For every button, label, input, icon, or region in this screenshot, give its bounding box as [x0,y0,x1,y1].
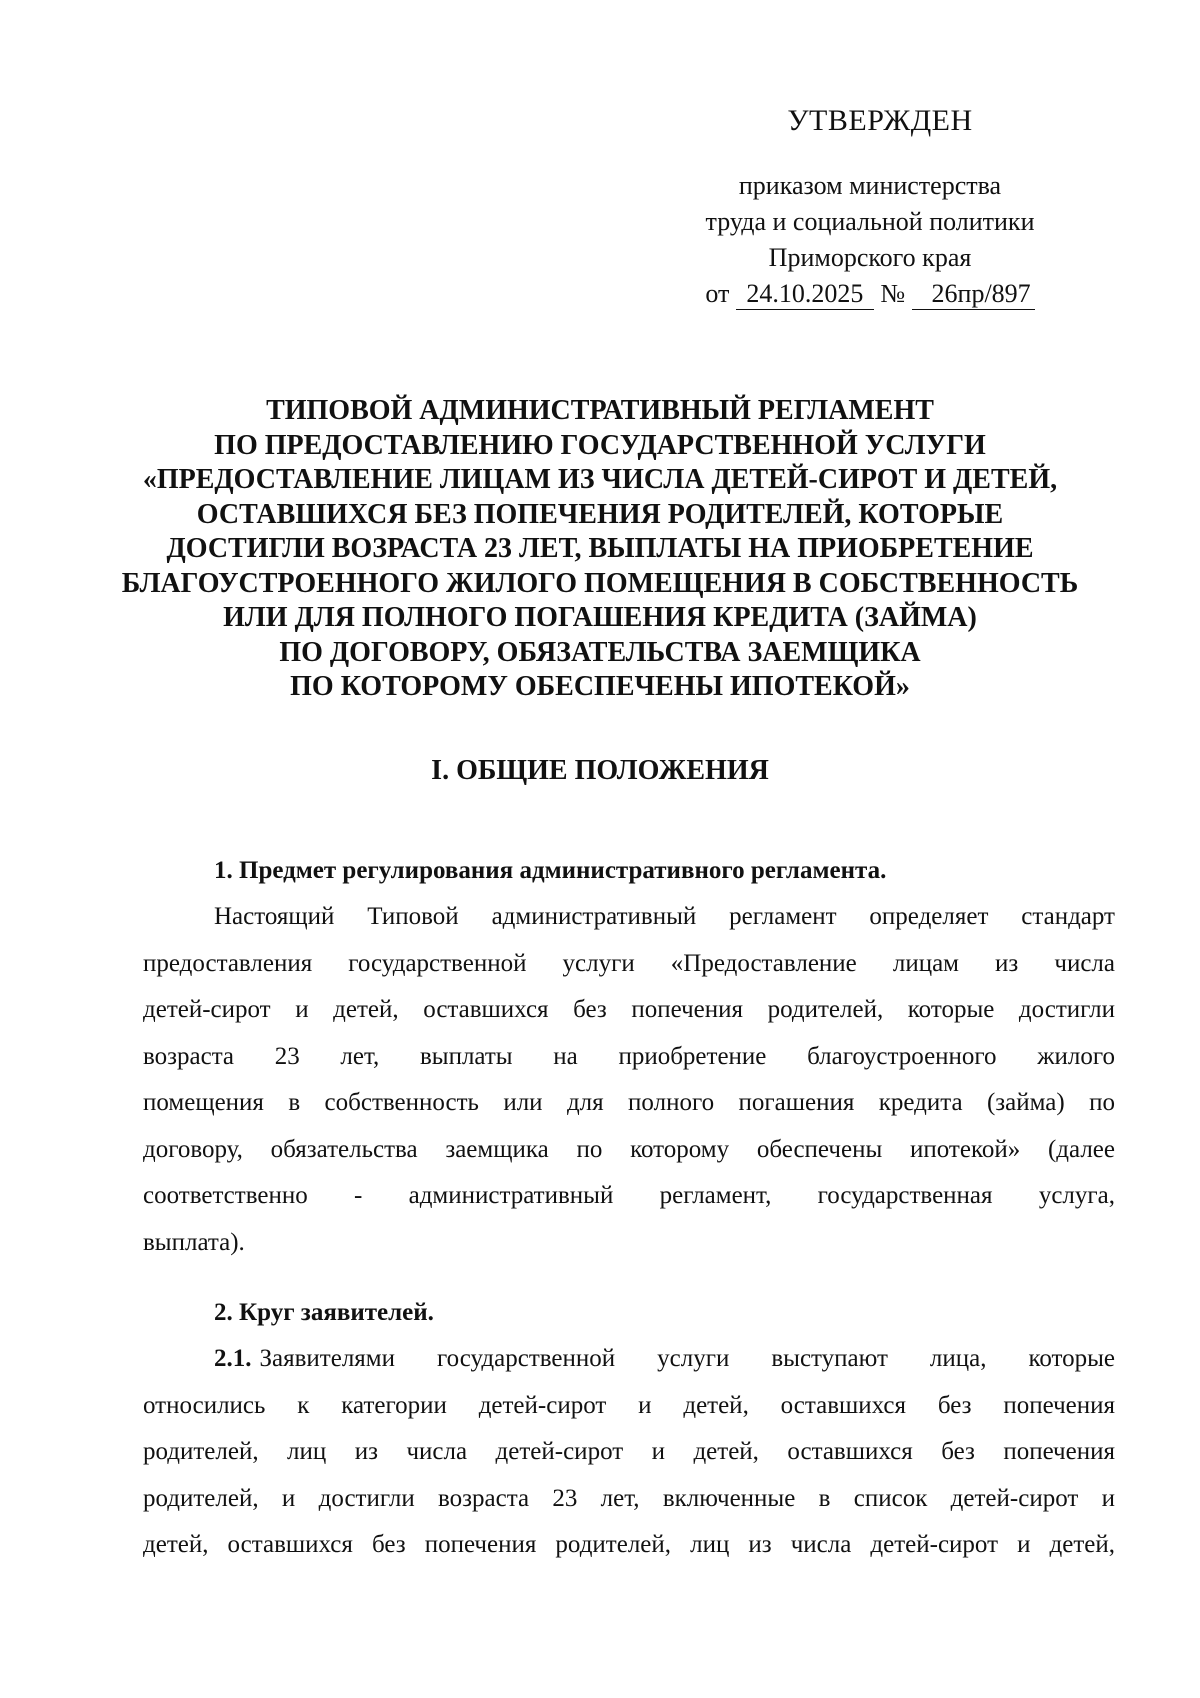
order-line-1: приказом министерства [738,171,1002,200]
paragraph-line: помещения в собственность или для полного погашения кредита (займа) по [143,1089,1115,1116]
paragraph-line: детей, оставшихся без попечения родителей, лиц из числа детей-сирот и детей, [143,1531,1115,1558]
paragraph-line: родителей, и достигли возраста 23 лет, включенные в список детей-сирот и [143,1484,1115,1512]
number-sign: № [880,279,906,308]
title-line: ИЛИ ДЛЯ ПОЛНОГО ПОГАШЕНИЯ КРЕДИТА (ЗАЙМА) [223,602,977,633]
paragraph-line: относились к категории детей-сирот и детей, оставшихся без попечения [143,1391,1115,1419]
paragraph-line: договору, обязательства заемщика по которому обеспечены ипотекой» (далее [143,1135,1115,1163]
paragraph-line: Настоящий Типовой административный регламент определяет стандарт [214,903,1115,930]
approval-stamp-title: УТВЕРЖДЕН [787,104,973,137]
document-title [100,394,1100,705]
paragraph-line: детей-сирот и детей, оставшихся без попечения родителей, которые достигли [143,996,1115,1023]
paragraph-line: соответственно - административный регламент, государственная услуга, [143,1182,1115,1209]
title-line: «ПРЕДОСТАВЛЕНИЕ ЛИЦАМ ИЗ ЧИСЛА ДЕТЕЙ-СИРОТ И ДЕТЕЙ, [142,464,1058,495]
subsection-2-heading: 2. Круг заявителей. [214,1299,434,1326]
title-line: ПО ДОГОВОРУ, ОБЯЗАТЕЛЬСТВА ЗАЕМЩИКА [279,636,921,668]
order-number: 26пр/897 [912,279,1035,310]
paragraph-line: выплата). [143,1228,245,1256]
subsection-1-heading: 1. Предмет регулирования административного регламента. [214,857,887,884]
title-line: БЛАГОУСТРОЕННОГО ЖИЛОГО ПОМЕЩЕНИЯ В СОБСТВЕННОСТЬ [121,567,1079,599]
date-prefix: от [705,279,730,308]
paragraph-line: родителей, лиц из числа детей-сирот и детей, оставшихся без попечения [143,1438,1115,1465]
paragraph-line: возраста 23 лет, выплаты на приобретение благоустроенного жилого [143,1042,1115,1070]
paragraph-first-line [143,1336,1115,1383]
subsection-2-paragraph [143,1336,1115,1569]
order-date-number-line [650,276,1090,312]
paragraph-line: предоставления государственной услуги «Предоставление лицам из числа [143,949,1115,977]
order-line-2: труда и социальной политики [705,207,1035,236]
section-heading: I. ОБЩИЕ ПОЛОЖЕНИЯ [431,755,769,786]
title-line: ОСТАВШИХСЯ БЕЗ ПОПЕЧЕНИЯ РОДИТЕЛЕЙ, КОТОРЫЕ [196,498,1004,530]
order-line-3: Приморского края [768,243,972,272]
title-line: ДОСТИГЛИ ВОЗРАСТА 23 ЛЕТ, ВЫПЛАТЫ НА ПРИОБРЕТЕНИЕ [166,533,1034,564]
title-line: ПО КОТОРОМУ ОБЕСПЕЧЕНЫ ИПОТЕКОЙ» [290,671,910,702]
approval-order-block [650,168,1090,312]
title-line: ПО ПРЕДОСТАВЛЕНИЮ ГОСУДАРСТВЕННОЙ УСЛУГИ [214,429,986,461]
title-line: ТИПОВОЙ АДМИНИСТРАТИВНЫЙ РЕГЛАМЕНТ [266,395,934,426]
subsection-1-paragraph [143,894,1115,1266]
item-number: 2.1. [214,1345,252,1372]
order-date: 24.10.2025 [736,279,874,310]
paragraph-line-text: Заявителями государственной услуги выступают лица, которые [259,1345,1115,1372]
